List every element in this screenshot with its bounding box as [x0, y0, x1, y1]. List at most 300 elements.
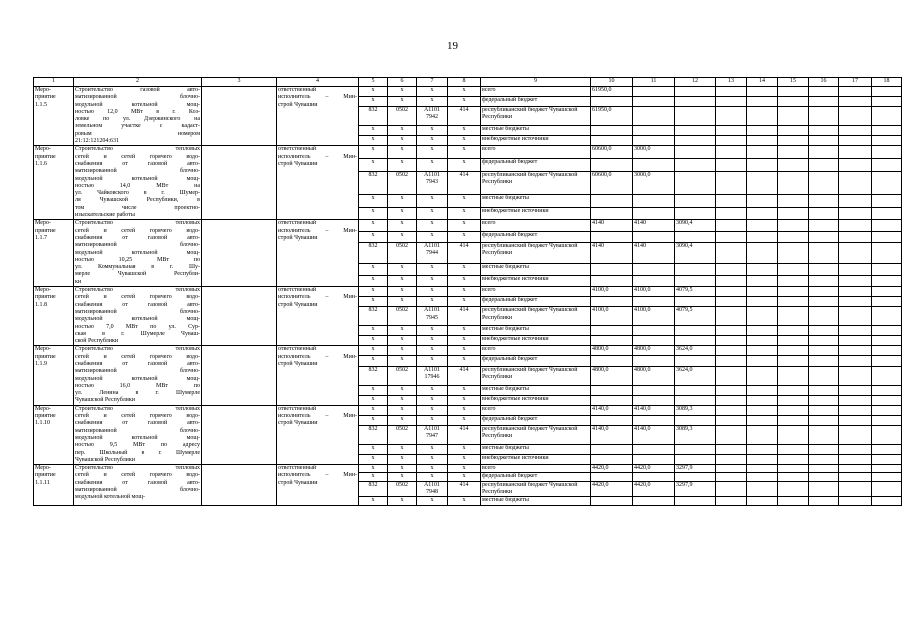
budget-code-type: 414 — [448, 481, 481, 497]
measure-description-line: Строительство тепловых — [75, 465, 200, 472]
empty-cell — [872, 307, 902, 326]
empty-cell — [747, 455, 778, 465]
empty-cell — [809, 385, 839, 395]
value-col11 — [633, 107, 675, 126]
empty-cell — [716, 307, 747, 326]
column-number-18: 18 — [872, 78, 902, 87]
value-col12 — [675, 395, 716, 405]
measure-description-line: сетей и сетей горячего водо- — [75, 413, 200, 420]
value-col12: 3297,9 — [675, 481, 716, 497]
value-col12 — [675, 158, 716, 171]
empty-cell — [809, 287, 839, 297]
value-col10: 60600,0 — [591, 146, 633, 159]
empty-cell — [747, 97, 778, 107]
empty-cell — [872, 107, 902, 126]
funding-source: внебюджетные источники — [481, 395, 591, 405]
measure-id — [34, 146, 74, 220]
measure-id-line: 1.1.7 — [35, 234, 47, 241]
value-col12 — [675, 126, 716, 136]
empty-cell — [747, 231, 778, 242]
measure-id-line: 1.1.5 — [35, 101, 47, 108]
value-col12 — [675, 146, 716, 159]
value-col12: 3089,3 — [675, 405, 716, 415]
value-col11: 3000,0 — [633, 171, 675, 195]
empty-cell — [778, 326, 809, 336]
page-number: 19 — [447, 40, 458, 52]
budget-code-section: x — [388, 385, 417, 395]
budget-code-grbs: x — [359, 326, 388, 336]
empty-cell — [839, 395, 872, 405]
empty-cell — [872, 146, 902, 159]
budget-code-type: x — [448, 275, 481, 286]
empty-cell — [778, 136, 809, 146]
empty-cell — [839, 220, 872, 231]
budget-code-section: x — [388, 455, 417, 465]
budget-code-section: x — [388, 264, 417, 275]
empty-cell — [747, 195, 778, 208]
empty-cell — [872, 287, 902, 297]
value-col10 — [591, 136, 633, 146]
budget-code-type: x — [448, 220, 481, 231]
column-number-2: 2 — [74, 78, 202, 87]
measure-id-line: Меро- — [35, 287, 51, 294]
measure-description-line: ки — [75, 278, 82, 285]
empty-cell — [747, 481, 778, 497]
empty-cell — [839, 385, 872, 395]
value-col11 — [633, 275, 675, 286]
empty-cell — [716, 107, 747, 126]
budget-code-target: x — [417, 287, 448, 297]
funding-source: всего — [481, 220, 591, 231]
budget-code-target: x — [417, 346, 448, 356]
measure-description-line: земельном участке с кадаст- — [75, 123, 200, 130]
empty-cell — [872, 481, 902, 497]
budget-code-type: x — [448, 195, 481, 208]
empty-cell — [778, 87, 809, 97]
empty-cell — [747, 307, 778, 326]
empty-cell — [809, 356, 839, 366]
budget-code-type: x — [448, 465, 481, 473]
measure-executor — [277, 287, 359, 346]
budget-code-type: x — [448, 405, 481, 415]
measure-executor-line: ответственный — [278, 287, 317, 294]
measure-description-line: модульной котельной мощ- — [75, 494, 145, 501]
measure-id-line: Меро- — [35, 405, 51, 412]
empty-cell — [716, 126, 747, 136]
value-col11 — [633, 207, 675, 220]
empty-cell — [202, 87, 277, 146]
empty-cell — [839, 275, 872, 286]
empty-cell — [872, 97, 902, 107]
empty-cell — [202, 346, 277, 405]
measure-description-line: ностью 12,0 МВт в г. Коз- — [75, 108, 200, 115]
budget-code-type: x — [448, 415, 481, 425]
budget-code-target: A1101 7947 — [417, 425, 448, 444]
measure-description-line: ул. Ленина в г. Шумерле — [75, 390, 200, 397]
budget-code-type: x — [448, 455, 481, 465]
empty-cell — [839, 126, 872, 136]
funding-source: внебюджетные источники — [481, 275, 591, 286]
budget-code-section: x — [388, 87, 417, 97]
funding-source: внебюджетные источники — [481, 455, 591, 465]
funding-source: всего — [481, 405, 591, 415]
measure-description-line: матизированной блочно- — [75, 487, 200, 494]
budget-code-section: 0502 — [388, 481, 417, 497]
measure-description-line: сетей и сетей горячего водо- — [75, 153, 200, 160]
measure-executor-line: ответственный — [278, 465, 317, 472]
budget-code-section: x — [388, 395, 417, 405]
measure-executor-line: строй Чувашии — [278, 420, 318, 427]
value-col12: 3090,4 — [675, 243, 716, 264]
empty-cell — [809, 171, 839, 195]
funding-source: местные бюджеты — [481, 385, 591, 395]
empty-cell — [747, 465, 778, 473]
budget-code-target: x — [417, 97, 448, 107]
empty-cell — [747, 326, 778, 336]
empty-cell — [778, 346, 809, 356]
value-col11 — [633, 297, 675, 307]
measure-description-line: снабжения от газовой авто- — [75, 234, 200, 241]
funding-table — [33, 77, 902, 506]
budget-code-target: x — [417, 405, 448, 415]
empty-cell — [839, 444, 872, 454]
value-col10: 4420,0 — [591, 465, 633, 473]
value-col12 — [675, 385, 716, 395]
value-col10: 4140 — [591, 243, 633, 264]
empty-cell — [202, 220, 277, 287]
funding-source: внебюджетные источники — [481, 136, 591, 146]
empty-cell — [872, 336, 902, 346]
measure-id-line: Меро- — [35, 220, 51, 227]
budget-code-type: x — [448, 97, 481, 107]
empty-cell — [716, 326, 747, 336]
value-col10 — [591, 158, 633, 171]
empty-cell — [747, 444, 778, 454]
measure-executor — [277, 465, 359, 505]
value-col10: 4800,0 — [591, 346, 633, 356]
budget-code-section: x — [388, 444, 417, 454]
empty-cell — [872, 231, 902, 242]
measure-description-line: модульной котельной мощ- — [75, 101, 200, 108]
empty-cell — [872, 465, 902, 473]
empty-cell — [747, 497, 778, 505]
column-number-11: 11 — [633, 78, 675, 87]
column-number-13: 13 — [716, 78, 747, 87]
measure-description — [74, 87, 202, 146]
budget-code-target: x — [417, 158, 448, 171]
value-col10 — [591, 415, 633, 425]
measure-description — [74, 346, 202, 405]
value-col12 — [675, 326, 716, 336]
measure-id-line: приятие — [35, 413, 56, 420]
budget-code-type: x — [448, 126, 481, 136]
funding-source: федеральный бюджет — [481, 473, 591, 481]
column-number-16: 16 — [809, 78, 839, 87]
measure-description-line: сетей и сетей горячего водо- — [75, 353, 200, 360]
empty-cell — [809, 465, 839, 473]
budget-code-target: x — [417, 385, 448, 395]
budget-code-target: x — [417, 356, 448, 366]
value-col11 — [633, 455, 675, 465]
value-col11: 4140 — [633, 243, 675, 264]
empty-cell — [716, 275, 747, 286]
value-col11 — [633, 87, 675, 97]
empty-cell — [747, 425, 778, 444]
measure-description-line: модульной котельной мощ- — [75, 316, 200, 323]
table-row — [34, 220, 902, 231]
value-col12 — [675, 415, 716, 425]
measure-id-line: 1.1.9 — [35, 360, 47, 367]
value-col10: 61950,0 — [591, 87, 633, 97]
empty-cell — [872, 171, 902, 195]
empty-cell — [839, 287, 872, 297]
empty-cell — [872, 425, 902, 444]
measure-description-line: снабжения от газовой авто- — [75, 160, 200, 167]
empty-cell — [872, 444, 902, 454]
value-col10 — [591, 455, 633, 465]
funding-source: местные бюджеты — [481, 326, 591, 336]
measure-description-line: снабжения от газовой авто- — [75, 420, 200, 427]
measure-executor — [277, 146, 359, 220]
measure-description-line: Чувашской Республики — [75, 456, 136, 463]
empty-cell — [716, 385, 747, 395]
budget-code-grbs: x — [359, 497, 388, 505]
empty-cell — [809, 425, 839, 444]
value-col11: 4100,0 — [633, 307, 675, 326]
value-col12: 3297,9 — [675, 465, 716, 473]
column-number-10: 10 — [591, 78, 633, 87]
value-col12 — [675, 97, 716, 107]
budget-code-type: x — [448, 287, 481, 297]
measure-executor-line: исполнитель – Мин- — [278, 94, 357, 101]
budget-code-grbs: x — [359, 146, 388, 159]
empty-cell — [778, 220, 809, 231]
budget-code-grbs: 832 — [359, 171, 388, 195]
funding-source: всего — [481, 146, 591, 159]
value-col11: 4800,0 — [633, 346, 675, 356]
measure-description-line: ровым номером — [75, 130, 200, 137]
empty-cell — [747, 146, 778, 159]
empty-cell — [747, 473, 778, 481]
value-col12 — [675, 207, 716, 220]
budget-code-grbs: x — [359, 465, 388, 473]
measure-id-line: приятие — [35, 294, 56, 301]
funding-source: республиканский бюджет Чувашской Республики — [481, 171, 591, 195]
budget-code-grbs: x — [359, 136, 388, 146]
budget-code-target: x — [417, 136, 448, 146]
budget-code-section: x — [388, 415, 417, 425]
budget-code-target: x — [417, 207, 448, 220]
empty-cell — [872, 207, 902, 220]
column-number-12: 12 — [675, 78, 716, 87]
value-col12 — [675, 497, 716, 505]
budget-code-type: x — [448, 326, 481, 336]
measure-executor-line: строй Чувашии — [278, 301, 318, 308]
value-col11: 4140,0 — [633, 425, 675, 444]
empty-cell — [716, 207, 747, 220]
budget-code-section: 0502 — [388, 366, 417, 385]
empty-cell — [747, 405, 778, 415]
value-col10: 4140 — [591, 220, 633, 231]
empty-cell — [872, 136, 902, 146]
value-col11 — [633, 385, 675, 395]
empty-cell — [747, 107, 778, 126]
measure-description — [74, 146, 202, 220]
empty-cell — [839, 356, 872, 366]
value-col11 — [633, 497, 675, 505]
empty-cell — [716, 220, 747, 231]
column-number-9: 9 — [481, 78, 591, 87]
measure-executor-line: ответственный — [278, 346, 317, 353]
empty-cell — [778, 158, 809, 171]
budget-code-target: x — [417, 395, 448, 405]
measure-id — [34, 87, 74, 146]
empty-cell — [872, 195, 902, 208]
empty-cell — [747, 366, 778, 385]
empty-cell — [809, 405, 839, 415]
budget-code-grbs: x — [359, 158, 388, 171]
budget-code-type: x — [448, 158, 481, 171]
measure-id-line: Меро- — [35, 465, 51, 472]
empty-cell — [839, 158, 872, 171]
empty-cell — [809, 455, 839, 465]
budget-code-target: x — [417, 264, 448, 275]
measure-id-line: приятие — [35, 153, 56, 160]
table-row — [34, 287, 902, 297]
funding-source: внебюджетные источники — [481, 207, 591, 220]
empty-cell — [747, 346, 778, 356]
value-col12: 3090,4 — [675, 220, 716, 231]
measure-id-line: приятие — [35, 94, 56, 101]
empty-cell — [747, 297, 778, 307]
empty-cell — [809, 126, 839, 136]
measure-id-line: 1.1.8 — [35, 301, 47, 308]
budget-code-grbs: x — [359, 87, 388, 97]
value-col10: 4800,0 — [591, 366, 633, 385]
empty-cell — [716, 136, 747, 146]
measure-description-line: ностью 7,0 МВт по ул. Сур- — [75, 323, 200, 330]
measure-id — [34, 287, 74, 346]
empty-cell — [872, 356, 902, 366]
value-col12 — [675, 356, 716, 366]
value-col11: 4140,0 — [633, 405, 675, 415]
empty-cell — [809, 136, 839, 146]
budget-code-target: x — [417, 444, 448, 454]
value-col12 — [675, 136, 716, 146]
empty-cell — [809, 243, 839, 264]
funding-source: федеральный бюджет — [481, 231, 591, 242]
funding-source: республиканский бюджет Чувашской Республики — [481, 425, 591, 444]
empty-cell — [747, 287, 778, 297]
empty-cell — [839, 415, 872, 425]
budget-code-section: x — [388, 126, 417, 136]
empty-cell — [809, 326, 839, 336]
empty-cell — [747, 126, 778, 136]
measure-executor-line: строй Чувашии — [278, 160, 318, 167]
measure-description — [74, 220, 202, 287]
value-col12 — [675, 107, 716, 126]
empty-cell — [778, 287, 809, 297]
measure-description-line: ностью 9,5 МВт по адресу — [75, 442, 200, 449]
measure-id-line: 1.1.6 — [35, 160, 47, 167]
empty-cell — [778, 465, 809, 473]
empty-cell — [839, 307, 872, 326]
empty-cell — [778, 264, 809, 275]
empty-cell — [716, 444, 747, 454]
empty-cell — [872, 385, 902, 395]
measure-description-line: Строительство тепловых — [75, 405, 200, 412]
empty-cell — [778, 415, 809, 425]
budget-code-grbs: x — [359, 287, 388, 297]
empty-cell — [778, 231, 809, 242]
budget-code-section: x — [388, 297, 417, 307]
budget-code-section: x — [388, 195, 417, 208]
budget-code-grbs: x — [359, 346, 388, 356]
budget-code-target: x — [417, 497, 448, 505]
funding-source: федеральный бюджет — [481, 297, 591, 307]
measure-id-line: приятие — [35, 353, 56, 360]
budget-code-grbs: 832 — [359, 307, 388, 326]
budget-code-target: x — [417, 195, 448, 208]
measure-description-line: модульной котельной мощ- — [75, 249, 200, 256]
empty-cell — [809, 207, 839, 220]
budget-code-section: x — [388, 231, 417, 242]
measure-description-line: сетей и сетей горячего водо- — [75, 227, 200, 234]
empty-cell — [872, 346, 902, 356]
empty-cell — [716, 366, 747, 385]
funding-source: республиканский бюджет Чувашской Республики — [481, 366, 591, 385]
empty-cell — [839, 146, 872, 159]
empty-cell — [872, 158, 902, 171]
measure-description — [74, 287, 202, 346]
measure-description-line: матизированной блочно- — [75, 168, 200, 175]
measure-description-line: пер. Школьный в г. Шумерле — [75, 449, 200, 456]
budget-code-grbs: 832 — [359, 107, 388, 126]
column-number-8: 8 — [448, 78, 481, 87]
empty-cell — [716, 415, 747, 425]
measure-description-line: ская в г. Шумерле Чуваш- — [75, 330, 200, 337]
empty-cell — [716, 195, 747, 208]
empty-cell — [716, 97, 747, 107]
empty-cell — [872, 473, 902, 481]
value-col10 — [591, 264, 633, 275]
empty-cell — [839, 366, 872, 385]
column-number-17: 17 — [839, 78, 872, 87]
value-col11 — [633, 356, 675, 366]
budget-code-target: x — [417, 297, 448, 307]
funding-source: местные бюджеты — [481, 497, 591, 505]
funding-source: республиканский бюджет Чувашской Республики — [481, 481, 591, 497]
funding-source: федеральный бюджет — [481, 158, 591, 171]
budget-code-type: x — [448, 395, 481, 405]
empty-cell — [872, 326, 902, 336]
measure-executor-line: ответственный — [278, 146, 317, 153]
budget-code-grbs: x — [359, 385, 388, 395]
measure-executor — [277, 220, 359, 287]
value-col12 — [675, 171, 716, 195]
budget-code-grbs: x — [359, 455, 388, 465]
value-col12: 4079,5 — [675, 287, 716, 297]
empty-cell — [809, 415, 839, 425]
value-col11: 4420,0 — [633, 465, 675, 473]
measure-description-line: ул. Коммунальная в г. Шу- — [75, 264, 200, 271]
funding-source: местные бюджеты — [481, 444, 591, 454]
empty-cell — [716, 465, 747, 473]
value-col11 — [633, 326, 675, 336]
budget-code-grbs: 832 — [359, 366, 388, 385]
empty-cell — [872, 395, 902, 405]
budget-code-grbs: x — [359, 275, 388, 286]
